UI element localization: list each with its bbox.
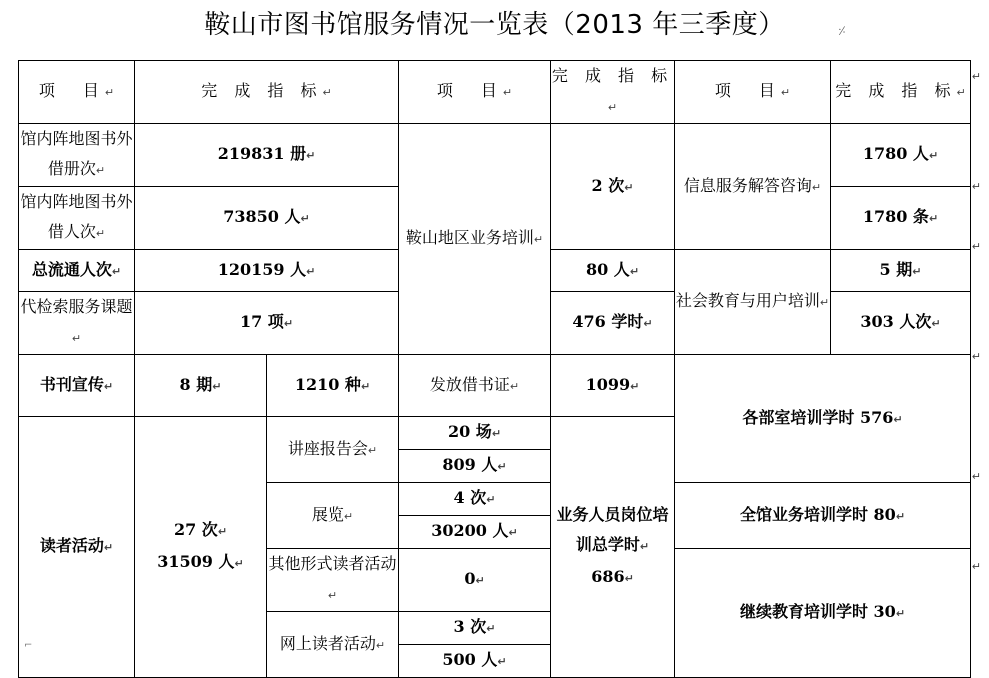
row-end-mark-icon: ↵ [971,560,981,573]
label-borrow-people: 馆内阵地图书外借人次↵ [19,187,135,250]
label-reader-activities: 读者活动↵ [19,417,135,678]
header-target-3: 完 成 指 标↵ [831,61,971,124]
label-lectures: 讲座报告会↵ [267,417,399,483]
label-regional-training: 鞍山地区业务培训↵ [399,124,551,355]
value-lecture-people: 809 人↵ [399,450,551,483]
value-other-activities: 0↵ [399,549,551,612]
corner-mark-icon: ⌐ [24,640,33,651]
label-total-circulation: 总流通人次↵ [19,250,135,292]
value-training-people: 80 人↵ [551,250,675,292]
paragraph-mark-icon: ⸓ [838,24,846,38]
page-title: 鞍山市图书馆服务情况一览表（2013 年三季度） [204,10,785,40]
row-end-mark-icon: ↵ [971,240,981,253]
value-training-hours: 476 学时↵ [551,292,675,355]
value-total-circulation: 120159 人↵ [135,250,399,292]
value-publicity-kinds: 1210 种↵ [267,355,399,417]
label-borrow-volumes: 馆内阵地图书外借册次↵ [19,124,135,187]
header-item-2: 项 目↵ [399,61,551,124]
label-library-card: 发放借书证↵ [399,355,551,417]
value-exhibition-people: 30200 人↵ [399,516,551,549]
label-publicity: 书刊宣传↵ [19,355,135,417]
value-info-people: 1780 人↵ [831,124,971,187]
label-exhibition: 展览↵ [267,483,399,549]
service-table [18,60,971,678]
header-item-1: 项 目↵ [19,61,135,124]
value-exhibition-times: 4 次↵ [399,483,551,516]
value-borrow-people: 73850 人↵ [135,187,399,250]
row-end-mark-icon: ↵ [971,350,981,363]
value-training-times: 2 次↵ [551,124,675,250]
value-online-times: 3 次↵ [399,612,551,645]
value-lecture-times: 20 场↵ [399,417,551,450]
header-target-2: 完 成 指 标↵ [551,61,675,124]
value-info-items: 1780 条↵ [831,187,971,250]
row-end-mark-icon: ↵ [971,470,981,483]
value-retrieval-service: 17 项↵ [135,292,399,355]
continuing-training-hours: 继续教育培训学时 30↵ [675,549,971,678]
label-online-activities: 网上读者活动↵ [267,612,399,678]
value-library-card: 1099↵ [551,355,675,417]
value-reader-activities: 27 次↵ 31509 人↵ [135,417,267,678]
row-end-mark-icon: ↵ [971,180,981,193]
value-online-people: 500 人↵ [399,645,551,678]
value-social-people: 303 人次↵ [831,292,971,355]
value-publicity-issues: 8 期↵ [135,355,267,417]
value-borrow-volumes: 219831 册↵ [135,124,399,187]
row-end-mark-icon: ↵ [971,70,981,83]
header-target-1: 完 成 指 标↵ [135,61,399,124]
dept-training-hours: 各部室培训学时 576↵ [675,355,971,483]
label-retrieval-service: 代检索服务课题↵ [19,292,135,355]
header-row [19,61,971,124]
library-training-hours: 全馆业务培训学时 80↵ [675,483,971,549]
label-other-activities: 其他形式读者活动↵ [267,549,399,612]
label-social-education: 社会教育与用户培训↵ [675,250,831,355]
value-social-periods: 5 期↵ [831,250,971,292]
staff-training-hours: 业务人员岗位培训总学时↵ 686↵ [551,417,675,678]
label-info-service: 信息服务解答咨询↵ [675,124,831,250]
header-item-3: 项 目↵ [675,61,831,124]
